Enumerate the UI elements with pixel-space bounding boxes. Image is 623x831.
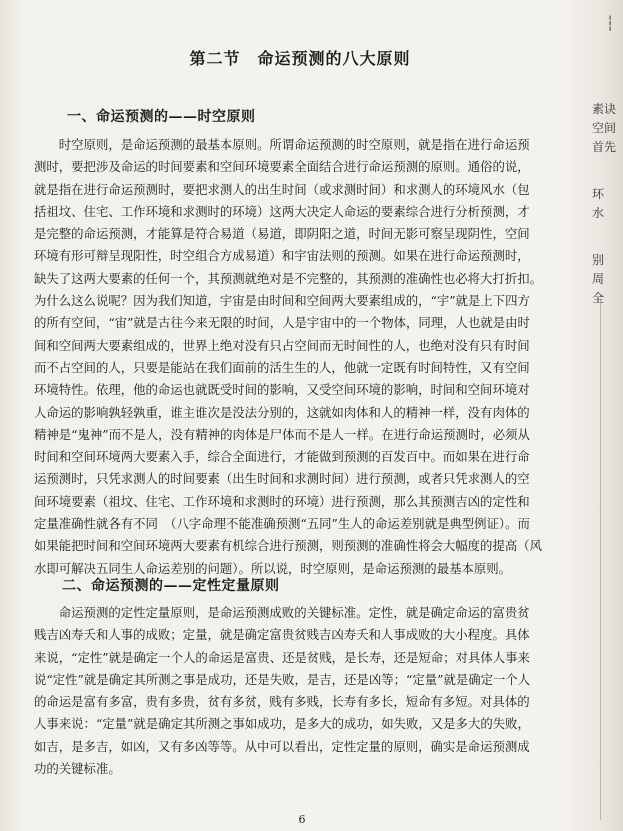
text-line: 运预测时，只凭求测人的时间要素（出生时间和求测时间）进行预测，或者只凭求测人的空 [34, 471, 530, 487]
text-line: 是完整的命运预测，才能算是符合易道（易道，即阴阳之道，时间无影可察呈现阴性，空间 [34, 226, 530, 242]
text-line: 而不占空间的人，只要是能站在我们面前的活生生的人，他就一定既有时间特性，又有空间 [34, 359, 530, 375]
text-line: 时空原则，是命运预测的最基本原则。所谓命运预测的时空原则，就是指在进行命运预 [34, 137, 530, 152]
margin-fragment: 全 [592, 291, 605, 305]
text-line: 定量准确性就各有不同 （八字命理不能准确预测“五同”生人的命运差别就是典型例证）。而 [34, 516, 530, 532]
margin-fragment: 首先 [592, 140, 617, 154]
margin-fragment: 空间 [592, 121, 617, 135]
page-number: 6 [298, 813, 306, 826]
text-line: 精神是“鬼神”而不是人，没有精神的肉体是尸体而不是人一样。在进行命运预测时，必须从 [34, 426, 530, 442]
text-line: 如吉，是多吉，如凶，又有多凶等等。从中可以看出，定性定量的原则，确实是命运预测成 [34, 738, 530, 754]
text-line: 如果能把时间和空间环境两大要素有机综合进行预测，则预测的准确性将会大幅度的提高（风 [34, 538, 543, 554]
text-line: 来说，“定性”就是确定一个人的命运是富贵、还是贫贱，是长寿，还是短命；对具体人事来 [34, 649, 530, 665]
text-line: 说“定性”就是确定其所测之事是成功，还是失败，是吉，还是凶等；“定量”就是确定一个人 [34, 671, 531, 687]
text-line: 时间和空间环境两大要素入手，综合全面进行，才能做到预测的百发百中。而如果在进行命 [34, 449, 530, 465]
margin-fragment [592, 157, 623, 185]
margin-fragment [592, 223, 623, 251]
margin-line [600, 300, 601, 820]
text-line: 贱吉凶寿夭和人事的成败；定量，就是确定富贵贫贱吉凶寿夭和人事成败的大小程度。具体 [34, 627, 530, 643]
right-margin-text [592, 100, 623, 308]
text-line: 人命运的影响孰轻孰重，谁主谁次是没法分别的，这就如肉体和人的精神一样，没有肉体的 [34, 404, 530, 420]
text-line: 就是指在进行命运预测时，要把求测人的出生时间（或求测时间）和求测人的环境风水（包 [34, 181, 530, 197]
text-line: 的命运是富有多富，贵有多贵，贫有多贫，贱有多贱，长寿有多长，短命有多短。对具体的 [34, 694, 530, 710]
margin-fragment: 周 [592, 272, 605, 286]
corner-mark: ┆ [606, 16, 615, 32]
text-line: 间和空间两大要素组成的，世界上绝对没有只占空间而无时间性的人，也绝对没有只有时间 [34, 337, 530, 353]
margin-fragment: 水 [592, 206, 605, 220]
paragraph-qualitative-quantitative [34, 602, 580, 780]
text-line: 人事来说：“定量”就是确定其所测之事如成功，是多大的成功，如失败，又是多大的失败， [34, 716, 530, 732]
text-line: 命运预测的定性定量原则，是命运预测成败的关键标准。定性，就是确定命运的富贵贫 [34, 605, 530, 620]
text-line: 功的关键标准。 [34, 761, 121, 777]
text-line: 水即可解决五同生人命运差别的问题）。所以说，时空原则，是命运预测的最基本原则。 [34, 560, 512, 576]
section-heading-time-space: 一、命运预测的——时空原则 [67, 109, 256, 125]
text-line: 为什么这么说呢？因为我们知道，宇宙是由时间和空间两大要素组成的，“宇”就是上下四方 [34, 293, 530, 309]
text-line: 测时，要把涉及命运的时间要素和空间环境要素全面结合进行命运预测的原则。通俗的说， [34, 159, 530, 175]
paragraph-time-space [34, 134, 580, 580]
text-line: 缺失了这两大要素的任何一个，其预测就绝对是不完整的，其预测的准确性也必将大打折扣。 [34, 270, 543, 286]
text-line: 环境有形可辩呈现阳性，时空组合方成易道）和宇宙法则的预测。如果在进行命运预测时， [34, 248, 530, 264]
section-heading-qualitative-quantitative: 二、命运预测的——定性定量原则 [62, 578, 280, 594]
margin-fragment: 素诀 [592, 102, 617, 116]
text-line: 括祖坟、住宅、工作环境和求测时的环境）这两大决定人命运的要素综合进行分析预测，才 [34, 203, 530, 219]
text-line: 间环境要素（祖坟、住宅、工作环境和求测时的环境）进行预测，那么其预测吉凶的定性和 [34, 493, 530, 509]
margin-fragment: 环 [592, 187, 605, 201]
text-line: 环境特性。依理，他的命运也就既受时间的影响，又受空间环境的影响，时间和空间环境对 [34, 382, 530, 398]
text-line: 的所有空间，“宙”就是古往今来无限的时间，人是宇宙中的一个物体，同理，人也就是由时 [34, 315, 530, 331]
page-title: 第二节 命运预测的八大原则 [189, 49, 411, 68]
margin-fragment: 别 [592, 253, 605, 267]
